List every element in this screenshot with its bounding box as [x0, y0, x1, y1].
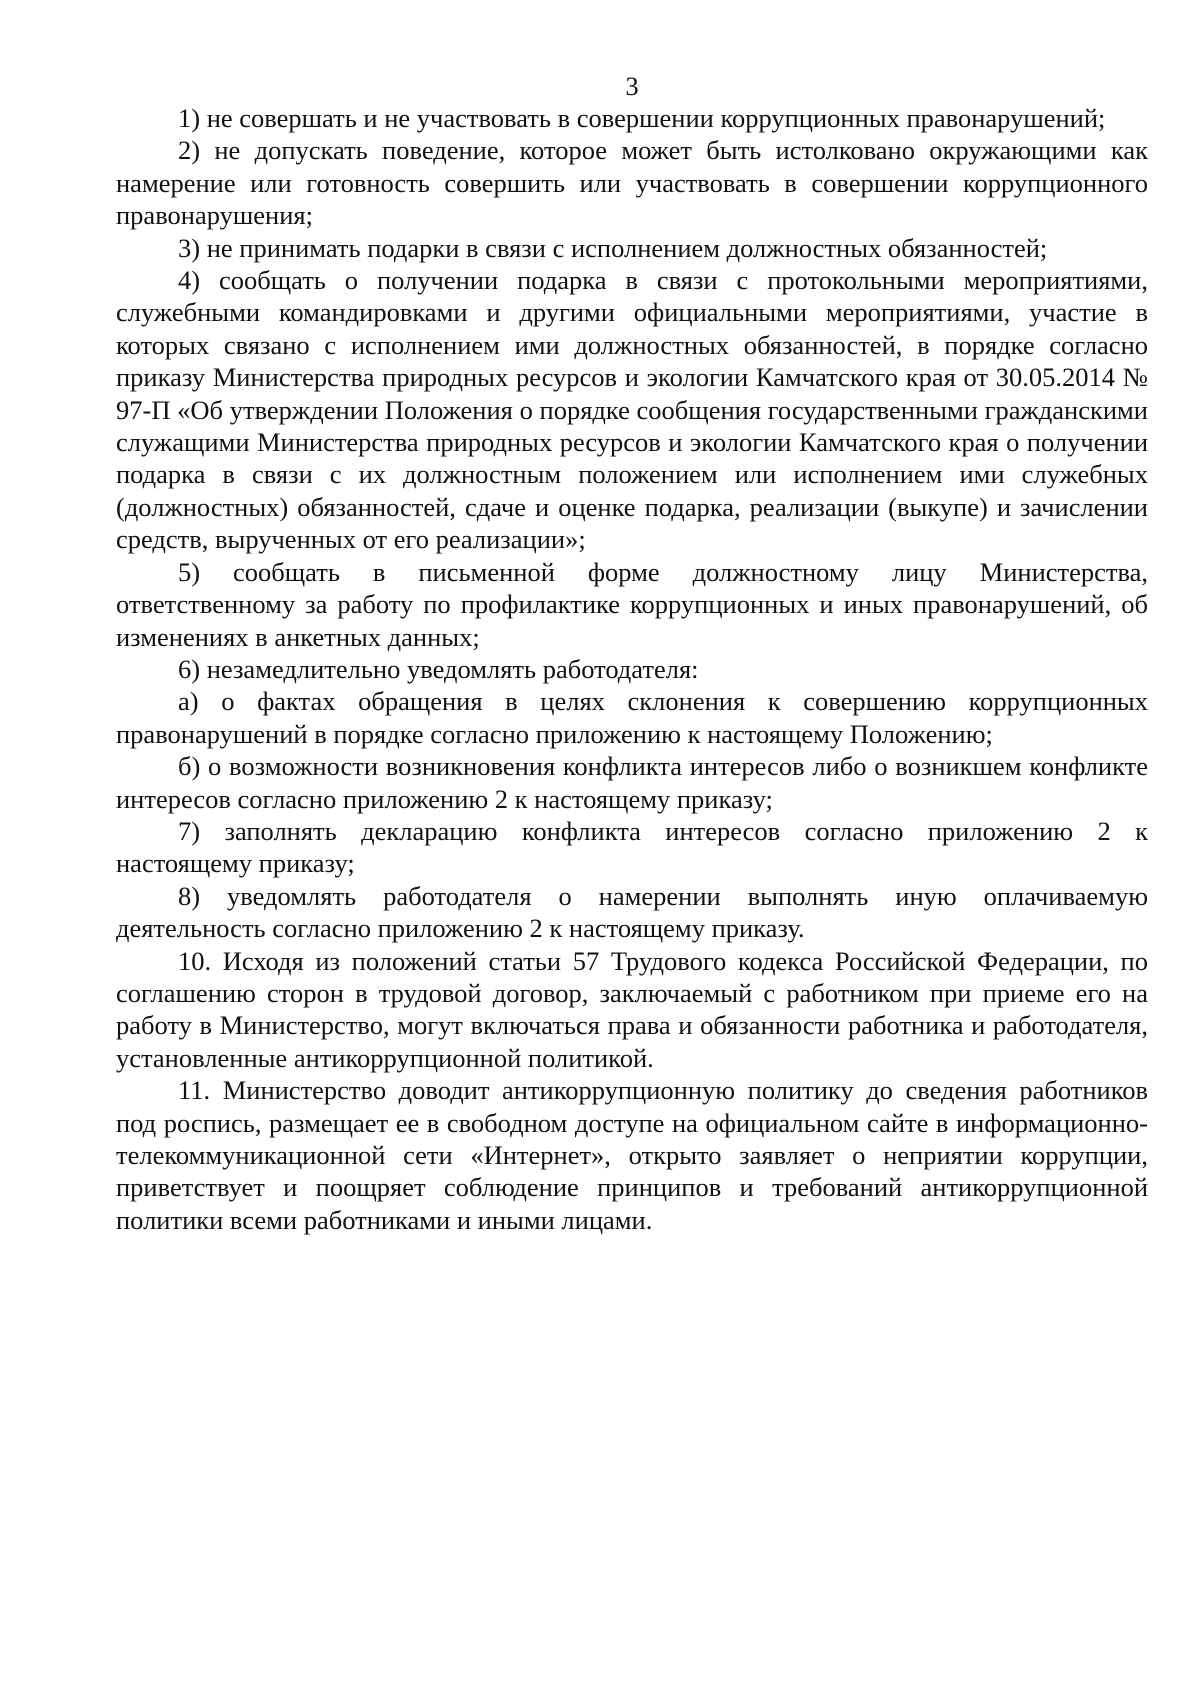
paragraph-item-7: 7) заполнять декларацию конфликта интересов согласно приложению 2 к настоящему приказу; [116, 815, 1148, 879]
section-10-paragraph: 10. Исходя из положений статьи 57 Трудового кодекса Российской Федерации, по соглашению сторон в трудовой договор, заключаемый с работником при приеме его на работу в Министерство, могут включаться права и обязанности работника и работодателя, установленные антикоррупционной политикой. [116, 945, 1148, 1073]
document-page [116, 70, 1148, 1236]
paragraph-item-8: 8) уведомлять работодателя о намерении выполнять иную оплачиваемую деятельность согласно приложению 2 к настоящему приказу. [116, 880, 1148, 944]
paragraph-item-4: 4) сообщать о получении подарка в связи с протокольными мероприятиями, служебными командировками и другими официальными мероприятиями, участие в которых связано с исполнением ими должностных обязанностей, в порядке согласно приказу Министерства природных ресурсов и экологии Камчатского края от 30.05.2014 № 97-П «Об утверждении Положения о порядке сообщения государственными гражданскими служащими Министерства природных ресурсов и экологии Камчатского края о получении подарка в связи с их должностным положением или исполнением ими служебных (должностных) обязанностей, сдаче и оценке подарка, реализации (выкупе) и зачислении средств, вырученных от его реализации»; [116, 265, 1148, 555]
paragraph-subitem-b: б) о возможности возникновения конфликта интересов либо о возникшем конфликте интересов согласно приложению 2 к настоящему приказу; [116, 751, 1148, 814]
paragraph-item-3: 3) не принимать подарки в связи с исполнением должностных обязанностей; [178, 232, 1048, 263]
paragraph-item-1: 1) не совершать и не участвовать в совершении коррупционных правонарушений; [178, 103, 1106, 133]
paragraph-subitem-a: а) о фактах обращения в целях склонения к совершению коррупционных правонарушений в порядке согласно приложению к настоящему Положению; [116, 686, 1148, 749]
section-11-paragraph: 11. Министерство доводит антикоррупционную политику до сведения работников под роспись, размещает ее в свободном доступе на официальном сайте в информационно-телекоммуникационной сети «Интернет», открыто заявляет о неприятии коррупции, приветствует и поощряет соблюдение принципов и требований антикоррупционной политики всеми работниками и иными лицами. [116, 1075, 1148, 1235]
page-number: 3 [625, 71, 639, 101]
paragraph-item-2: 2) не допускать поведение, которое может быть истолковано окружающими как намерение или готовность совершить или участвовать в совершении коррупционного правонарушения; [116, 135, 1148, 231]
paragraph-item-5: 5) сообщать в письменной форме должностному лицу Министерства, ответственному за работу по профилактике коррупционных и иных правонарушений, об изменениях в анкетных данных; [116, 556, 1148, 652]
paragraph-item-6: 6) незамедлительно уведомлять работодателя: [178, 653, 699, 684]
